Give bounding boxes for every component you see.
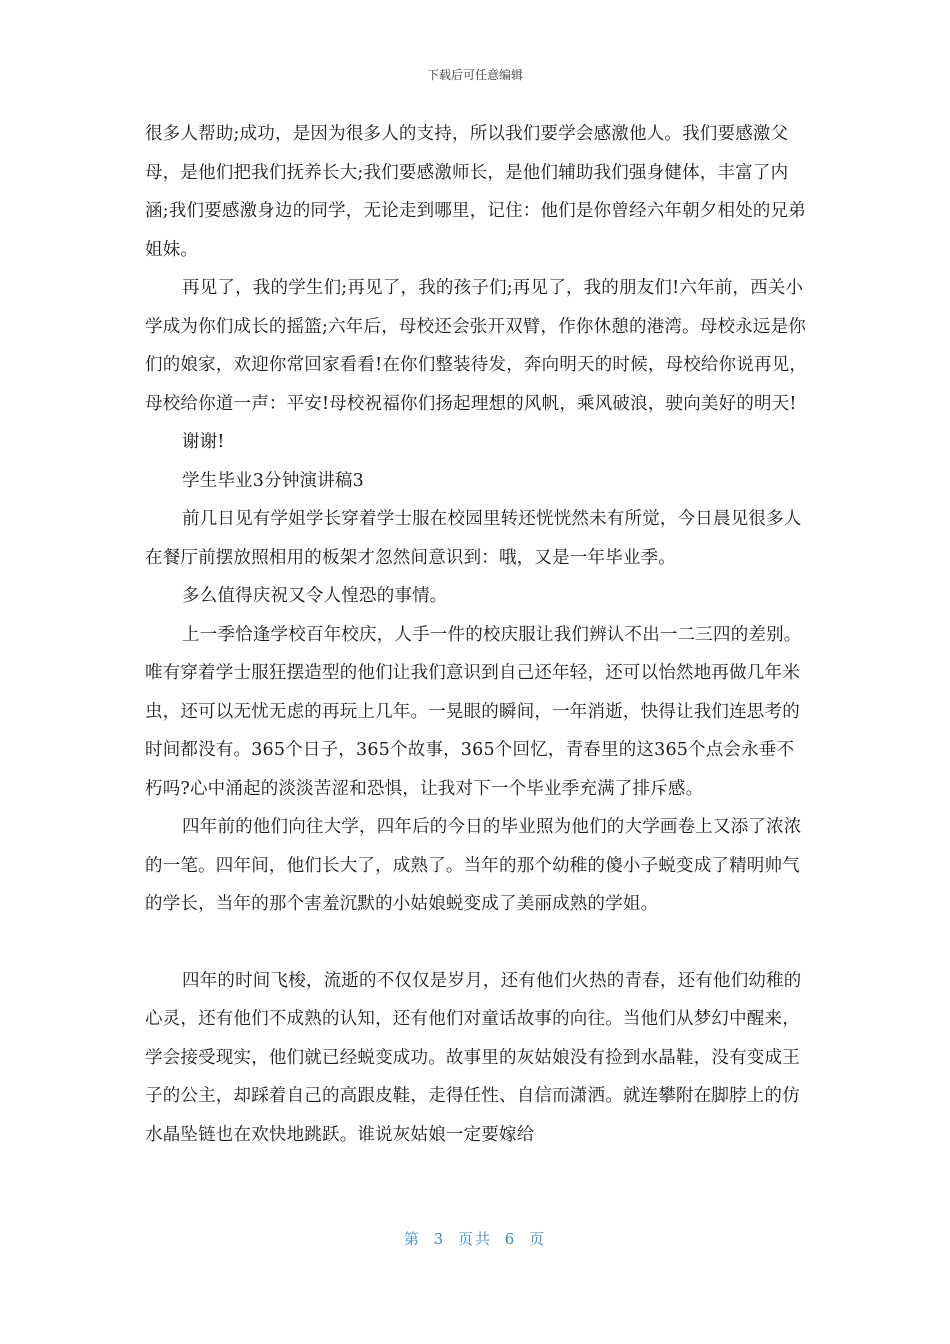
paragraph-spacer: [145, 924, 810, 962]
paragraph-3: 前几日见有学姐学长穿着学士服在校园里转还恍恍然未有所觉，今日晨见很多人在餐厅前摆放照相用的板架才忽然间意识到：哦，又是一年毕业季。: [145, 509, 802, 568]
paragraph-5: 上一季恰逢学校百年校庆，人手一件的校庆服让我们辨认不出一二三四的差别。唯有穿着学士服狂摆造型的他们让我们意识到自己还年轻，还可以怡然地再做几年米虫，还可以无忧无虑的再玩上几年。一晃眼的瞬间，一年消逝，快得让我们连思考的时间都没有。365个日子，365个故事，365个回忆，青春里的这365个点会永垂不朽吗?心中涌起的淡淡苦涩和恐惧，让我对下一个毕业季充满了排斥感。: [145, 624, 802, 799]
paragraph-6: 四年前的他们向往大学，四年后的今日的毕业照为他们的大学画卷上又添了浓浓的一笔。四年间，他们长大了，成熟了。当年的那个幼稚的傻小子蜕变成了精明帅气的学长，当年的那个害羞沉默的小姑娘蜕变成了美丽成熟的学姐。: [145, 817, 802, 914]
paragraph-1: 很多人帮助;成功，是因为很多人的支持，所以我们要学会感激他人。我们要感激父母，是他们把我们抚养长大;我们要感激师长，是他们辅助我们强身健体，丰富了内涵;我们要感激身边的同学，无论走到哪里，记住：他们是你曾经六年朝夕相处的兄弟姐妹。: [145, 124, 806, 260]
page-header: 下载后可任意编辑: [426, 68, 523, 82]
page-footer: 第 3 页共 6 页: [403, 1230, 547, 1248]
paragraph-thanks: 谢谢!: [182, 432, 225, 452]
document-body: [145, 115, 810, 1154]
paragraph-4: 多么值得庆祝又令人惶恐的事情。: [182, 586, 448, 606]
paragraph-7: 四年的时间飞梭，流逝的不仅仅是岁月，还有他们火热的青春，还有他们幼稚的心灵，还有他们不成熟的认知，还有他们对童话故事的向往。当他们从梦幻中醒来，学会接受现实，他们就已经蜕变成功。故事里的灰姑娘没有捡到水晶鞋，没有变成王子的公主，却踩着自己的高跟皮鞋，走得任性、自信而潇洒。就连攀附在脚脖上的仿水晶坠链也在欢快地跳跃。谁说灰姑娘一定要嫁给: [145, 970, 802, 1145]
section-heading: 学生毕业3分钟演讲稿3: [182, 470, 364, 491]
paragraph-2: 再见了，我的学生们;再见了，我的孩子们;再见了，我的朋友们!六年前，西关小学成为你们成长的摇篮;六年后，母校还会张开双臂，作你休憩的港湾。母校永远是你们的娘家，欢迎你常回家看看!在你们整装待发，奔向明天的时候，母校给你说再见，母校给你道一声：平安!母校祝福你们扬起理想的风帆，乘风破浪，驶向美好的明天!: [145, 278, 808, 414]
